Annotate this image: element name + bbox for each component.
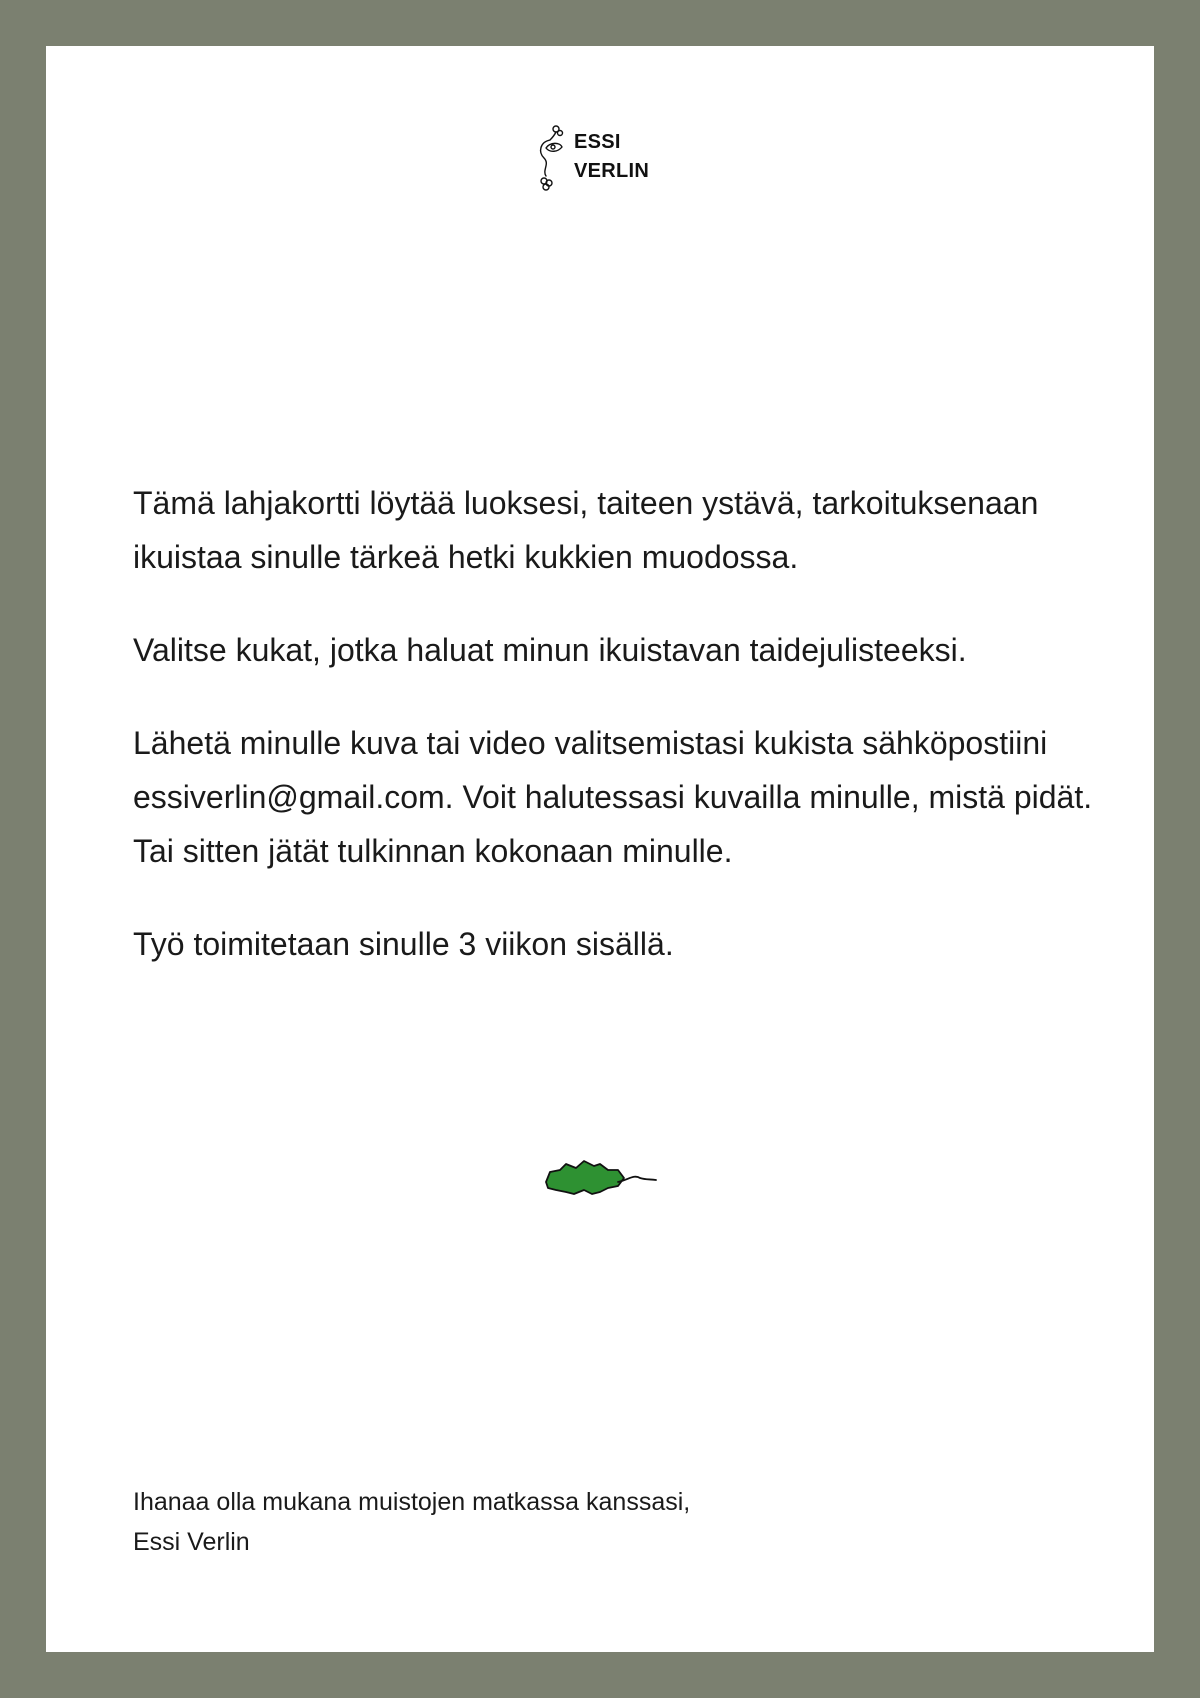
- message-paragraph-1: Tämä lahjakortti löytää luoksesi, taiteen ystävä, tarkoituksenaan ikuistaa sinulle tärkeä hetki kukkien muodossa.: [133, 485, 1039, 575]
- card-message: [133, 476, 1113, 1010]
- signoff: [133, 1482, 690, 1562]
- signoff-line: Ihanaa olla mukana muistojen matkassa kanssasi,: [133, 1488, 691, 1516]
- brand-name: [574, 128, 649, 186]
- green-leaf-icon: [538, 1152, 662, 1202]
- flower-sketch-icon: [532, 120, 566, 192]
- brand-logo: [532, 120, 672, 192]
- gift-card: [46, 46, 1154, 1652]
- message-paragraph-4: Työ toimitetaan sinulle 3 viikon sisällä.: [133, 926, 674, 962]
- message-paragraph-3: Lähetä minulle kuva tai video valitsemistasi kukista sähköpostiini essiverlin@gmail.com. Voit halutessasi kuvailla minulle, mistä pidät. Tai sitten jätät tulkinnan kokonaan minulle.: [133, 725, 1093, 869]
- signoff-name: Essi Verlin: [133, 1528, 250, 1556]
- brand-name-line2: VERLIN: [574, 160, 650, 182]
- message-paragraph-2: Valitse kukat, jotka haluat minun ikuistavan taidejulisteeksi.: [133, 632, 967, 668]
- brand-name-line1: ESSI: [574, 131, 621, 153]
